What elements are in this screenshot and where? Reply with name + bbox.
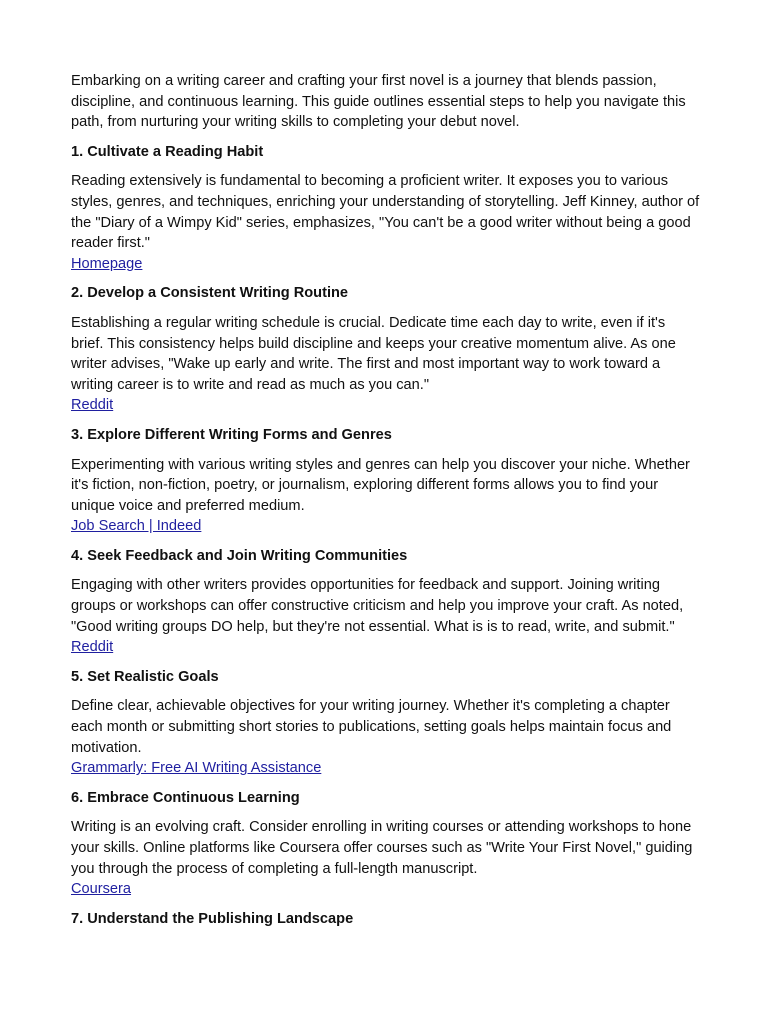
section-4-link[interactable]: Reddit (71, 639, 114, 656)
section-4-heading: 4. Seek Feedback and Join Writing Communities (71, 547, 408, 564)
section-3-body: Experimenting with various writing styles and genres can help you discover your niche. Whether it's fiction, non-fiction, poetry, or journalism, exploring different forms allows you to find your unique voice and preferred medium. (71, 456, 690, 514)
section-5-heading: 5. Set Realistic Goals (71, 668, 219, 685)
section-6-body: Writing is an evolving craft. Consider enrolling in writing courses or attending workshops to hone your skills. Online platforms like Coursera offer courses such as "Write Your First Novel," guiding you through the process of completing a full-length manuscript. (71, 819, 693, 877)
section-2-link[interactable]: Reddit (71, 397, 114, 414)
section-2-body: Establishing a regular writing schedule is crucial. Dedicate time each day to write, even if it's brief. This consistency helps build discipline and keeps your creative momentum alive. As one writer advises, "Wake up early and write. The first and most important way to work toward a writing career is to write and read as much as you can." (71, 314, 676, 393)
section-7-heading: 7. Understand the Publishing Landscape (71, 910, 354, 927)
section-3-link[interactable]: Job Search | Indeed (71, 518, 202, 535)
section-3-heading: 3. Explore Different Writing Forms and Genres (71, 426, 392, 443)
intro-paragraph: Embarking on a writing career and crafting your first novel is a journey that blends passion, discipline, and continuous learning. This guide outlines essential steps to help you navigate this path, from nurturing your writing skills to completing your debut novel. (71, 73, 686, 131)
section-4-body: Engaging with other writers provides opportunities for feedback and support. Joining writing groups or workshops can offer constructive criticism and help you improve your craft. As noted, "Good writing groups DO help, but they're not essential. What is is to read, write, and submit." (71, 577, 684, 635)
section-1-body: Reading extensively is fundamental to becoming a proficient writer. It exposes you to various styles, genres, and techniques, enriching your understanding of storytelling. Jeff Kinney, author of the "Diary of a Wimpy Kid" series, emphasizes, "You can't be a good writer without being a good reader first." (71, 173, 700, 252)
section-6-heading: 6. Embrace Continuous Learning (71, 789, 300, 806)
section-5-body: Define clear, achievable objectives for your writing journey. Whether it's completing a chapter each month or submitting short stories to publications, setting goals helps maintain focus and motivation. (71, 698, 672, 756)
section-5-link[interactable]: Grammarly: Free AI Writing Assistance (71, 760, 322, 777)
section-6-link[interactable]: Coursera (71, 881, 132, 898)
section-1-link[interactable]: Homepage (71, 255, 143, 272)
section-2-heading: 2. Develop a Consistent Writing Routine (71, 285, 349, 302)
section-1-heading: 1. Cultivate a Reading Habit (71, 143, 264, 160)
document-page (71, 71, 701, 938)
